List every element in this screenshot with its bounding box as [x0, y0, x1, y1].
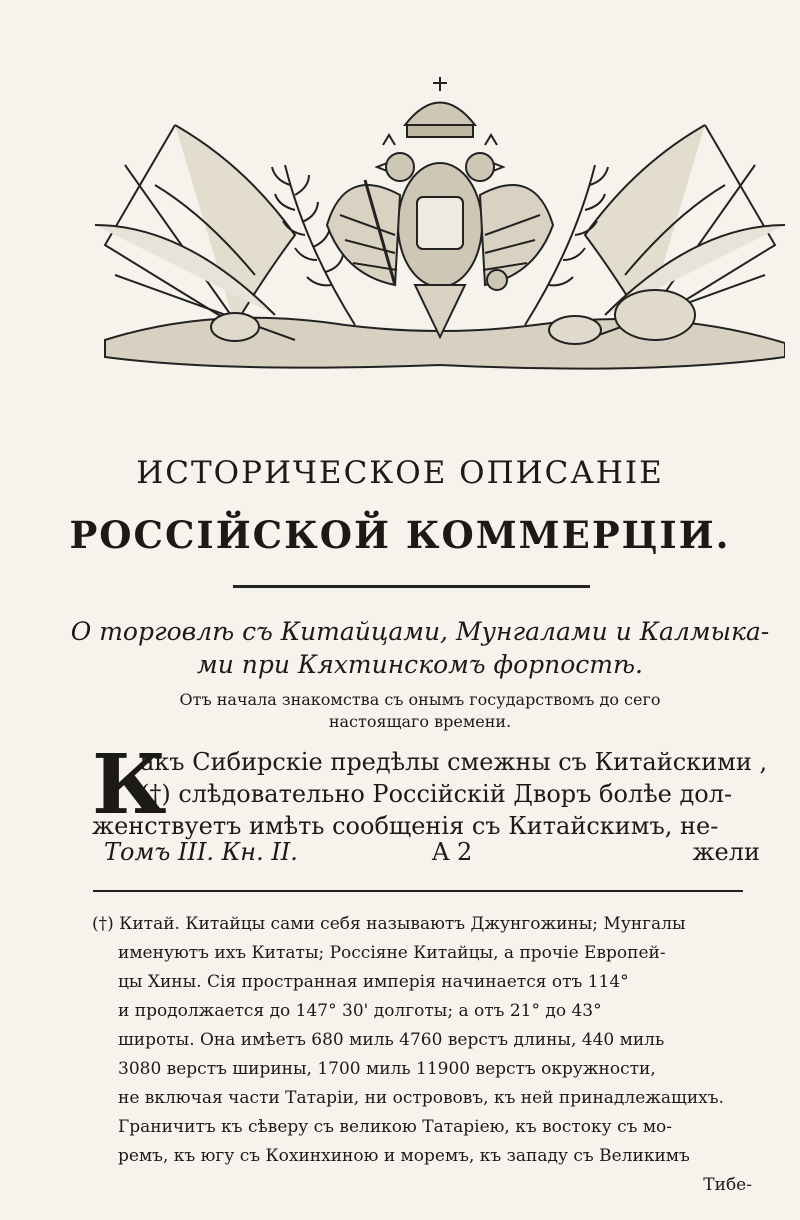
subheading-line-2: настоящаго времени. [328, 712, 512, 731]
footnote-line: и продолжается до 147° 30' долготы; а отъ 21° до 43° [118, 1001, 602, 1021]
body-line-1: акъ Сибирскіе предѣлы смежны съ Китайскими , [140, 748, 768, 776]
body-line-3: женствуетъ имѣть сообщенія съ Китайскимъ, не- [92, 812, 719, 840]
footnote-line: не включая части Татаріи, ни острововъ, къ ней принадлежащихъ. [118, 1088, 724, 1108]
footnote-line: широты. Она имѣетъ 680 миль 4760 верстъ длины, 440 миль [118, 1030, 665, 1050]
volume-label: Томъ III. Кн. II. [104, 838, 298, 866]
imperial-eagle-headpiece-icon [95, 75, 785, 375]
drop-cap: К [92, 737, 167, 833]
chapter-subtitle [70, 615, 770, 681]
footnote-catchword: Тибе- [703, 1175, 752, 1195]
footnote-line: именуютъ ихъ Китаты; Россіяне Китайцы, а прочіе Европей- [118, 943, 666, 963]
footnote-line: ремъ, къ югу съ Кохинхиною и моремъ, къ западу съ Великимъ [118, 1146, 690, 1166]
signature-mark: A 2 [432, 838, 473, 866]
footnote-divider [93, 890, 743, 892]
page-title-line-1: ИСТОРИЧЕСКОЕ ОПИСАНІЕ [136, 455, 664, 491]
subtitle-line-2: ми при Кяхтинскомъ форпостѣ. [196, 650, 643, 679]
title-divider [233, 585, 590, 588]
subheading-line-1: Отъ начала знакомства съ онымъ государствомъ до сего [179, 690, 661, 709]
catchword: жели [692, 838, 760, 866]
page-title-line-2: РОССІЙСКОЙ КОММЕРЦІИ. [69, 513, 731, 557]
footnote-line: 3080 верстъ ширины, 1700 миль 11900 верстъ окружности, [118, 1059, 656, 1079]
body-line-2: (†) слѣдовательно Россійскій Дворъ болѣе дол- [140, 780, 733, 808]
footnote-line: (†) Китай. Китайцы сами себя называютъ Джунгожины; Мунгалы [92, 914, 686, 934]
footnote-line: Граничитъ къ сѣверу съ великою Татаріею, къ востоку съ мо- [118, 1117, 673, 1137]
chapter-subheading [150, 689, 690, 733]
subtitle-line-1: О торговлѣ съ Китайцами, Мунгалами и Калмыка- [70, 617, 770, 646]
footnote [92, 910, 752, 1200]
footnote-line: цы Хины. Сія пространная имперія начинается отъ 114° [118, 972, 629, 992]
footnote-marker: (†) [92, 914, 114, 934]
